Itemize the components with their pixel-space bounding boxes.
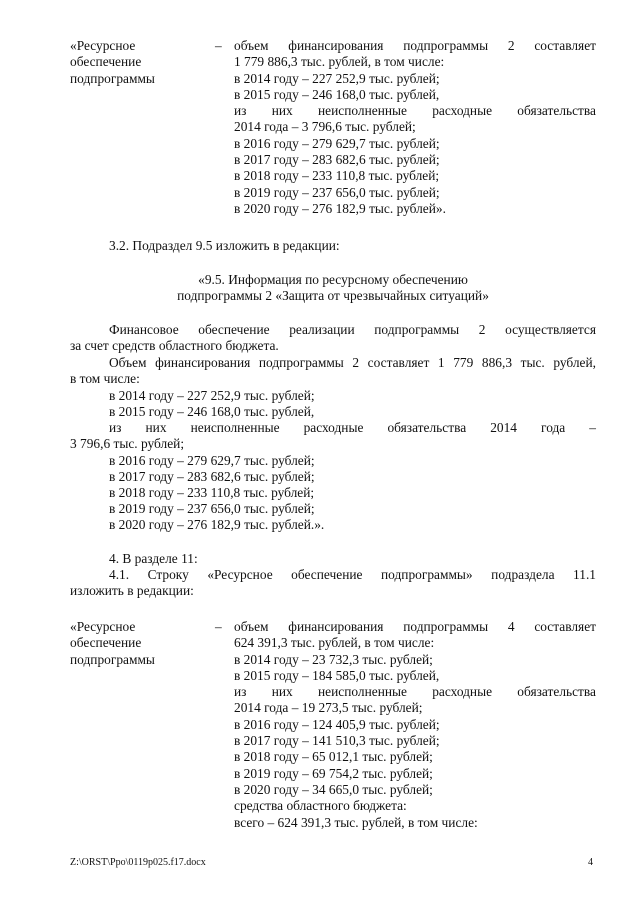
year-line: в 2020 году – 276 182,9 тыс. рублей.». (109, 517, 325, 532)
value-line: в 2018 году – 65 012,1 тыс. рублей; (234, 749, 433, 765)
value-line: в 2014 году – 23 732,3 тыс. рублей; (234, 651, 433, 667)
value-line: в 2015 году – 246 168,0 тыс. рублей, (234, 86, 440, 102)
resource-row-subprogram-4 (70, 619, 596, 834)
value-line: в 2017 году – 141 510,3 тыс. рублей; (234, 733, 440, 749)
item-4: 4. В разделе 11: (109, 551, 198, 566)
value-line: в 2019 году – 237 656,0 тыс. рублей; (234, 184, 440, 200)
item-3-2: 3.2. Подраздел 9.5 изложить в редакции: (109, 238, 340, 253)
resource-row-label: «Ресурсное обеспечение подпрограммы (70, 38, 155, 86)
value-line: в 2016 году – 124 405,9 тыс. рублей; (234, 716, 440, 732)
value-line: в 2020 году – 34 665,0 тыс. рублей; (234, 781, 433, 797)
value-line: в 2018 году – 233 110,8 тыс. рублей; (234, 168, 440, 184)
value-line: в 2015 году – 184 585,0 тыс. рублей, (234, 667, 440, 683)
value-line: 2014 года – 3 796,6 тыс. рублей; (234, 119, 416, 135)
unfulfilled-line1: из них неисполненные расходные обязательства 2014 года – (109, 420, 596, 435)
resource-row-dash: – (215, 38, 222, 53)
footer-file-path: Z:\ORST\Ppo\0119p025.f17.docx (70, 857, 206, 868)
resource-row-value (234, 38, 596, 217)
page-number: 4 (588, 857, 593, 868)
year-line: в 2019 году – 237 656,0 тыс. рублей; (109, 501, 315, 516)
value-line: в 2014 году – 227 252,9 тыс. рублей; (234, 70, 440, 86)
item-4-1-line2: изложить в редакции: (70, 583, 194, 598)
value-line: средства областного бюджета: (234, 798, 407, 814)
section-heading-line1: «9.5. Информация по ресурсному обеспечению (198, 272, 468, 287)
paragraph-volume-line2: в том числе: (70, 371, 140, 386)
year-line: в 2014 году – 227 252,9 тыс. рублей; (109, 388, 315, 403)
year-line: в 2015 году – 246 168,0 тыс. рублей, (109, 404, 315, 419)
year-line: в 2016 году – 279 629,7 тыс. рублей; (109, 453, 315, 468)
value-line: в 2017 году – 283 682,6 тыс. рублей; (234, 152, 440, 168)
value-line: 624 391,3 тыс. рублей, в том числе: (234, 635, 435, 651)
resource-row-dash: – (215, 619, 222, 634)
value-line: 1 779 886,3 тыс. рублей, в том числе: (234, 54, 445, 70)
value-line: объем финансирования подпрограммы 4 составляет (234, 619, 596, 634)
unfulfilled-line2: 3 796,6 тыс. рублей; (70, 436, 185, 451)
paragraph-financing-line2: за счет средств областного бюджета. (70, 338, 279, 353)
resource-row-label: «Ресурсное обеспечение подпрограммы (70, 619, 155, 667)
resource-row-subprogram-2 (70, 38, 596, 218)
value-line: объем финансирования подпрограммы 2 составляет (234, 38, 596, 53)
year-line: в 2018 году – 233 110,8 тыс. рублей; (109, 485, 315, 500)
year-line: в 2017 году – 283 682,6 тыс. рублей; (109, 469, 315, 484)
value-line: 2014 года – 19 273,5 тыс. рублей; (234, 700, 423, 716)
value-line: в 2019 году – 69 754,2 тыс. рублей; (234, 765, 433, 781)
resource-row-value (234, 619, 596, 831)
value-line: в 2016 году – 279 629,7 тыс. рублей; (234, 135, 440, 151)
paragraph-financing-line1: Финансовое обеспечение реализации подпрограммы 2 осуществляется (109, 322, 596, 337)
value-line: из них неисполненные расходные обязательства (234, 684, 596, 700)
value-line: всего – 624 391,3 тыс. рублей, в том числе: (234, 814, 478, 830)
value-line: из них неисполненные расходные обязательства (234, 103, 596, 119)
paragraph-volume-line1: Объем финансирования подпрограммы 2 составляет 1 779 886,3 тыс. рублей, (109, 355, 596, 370)
section-heading-line2: подпрограммы 2 «Защита от чрезвычайных ситуаций» (177, 288, 489, 303)
value-line: в 2020 году – 276 182,9 тыс. рублей». (234, 200, 446, 216)
item-4-1-line1: 4.1. Строку «Ресурсное обеспечение подпрограммы» подраздела 11.1 (109, 567, 596, 582)
